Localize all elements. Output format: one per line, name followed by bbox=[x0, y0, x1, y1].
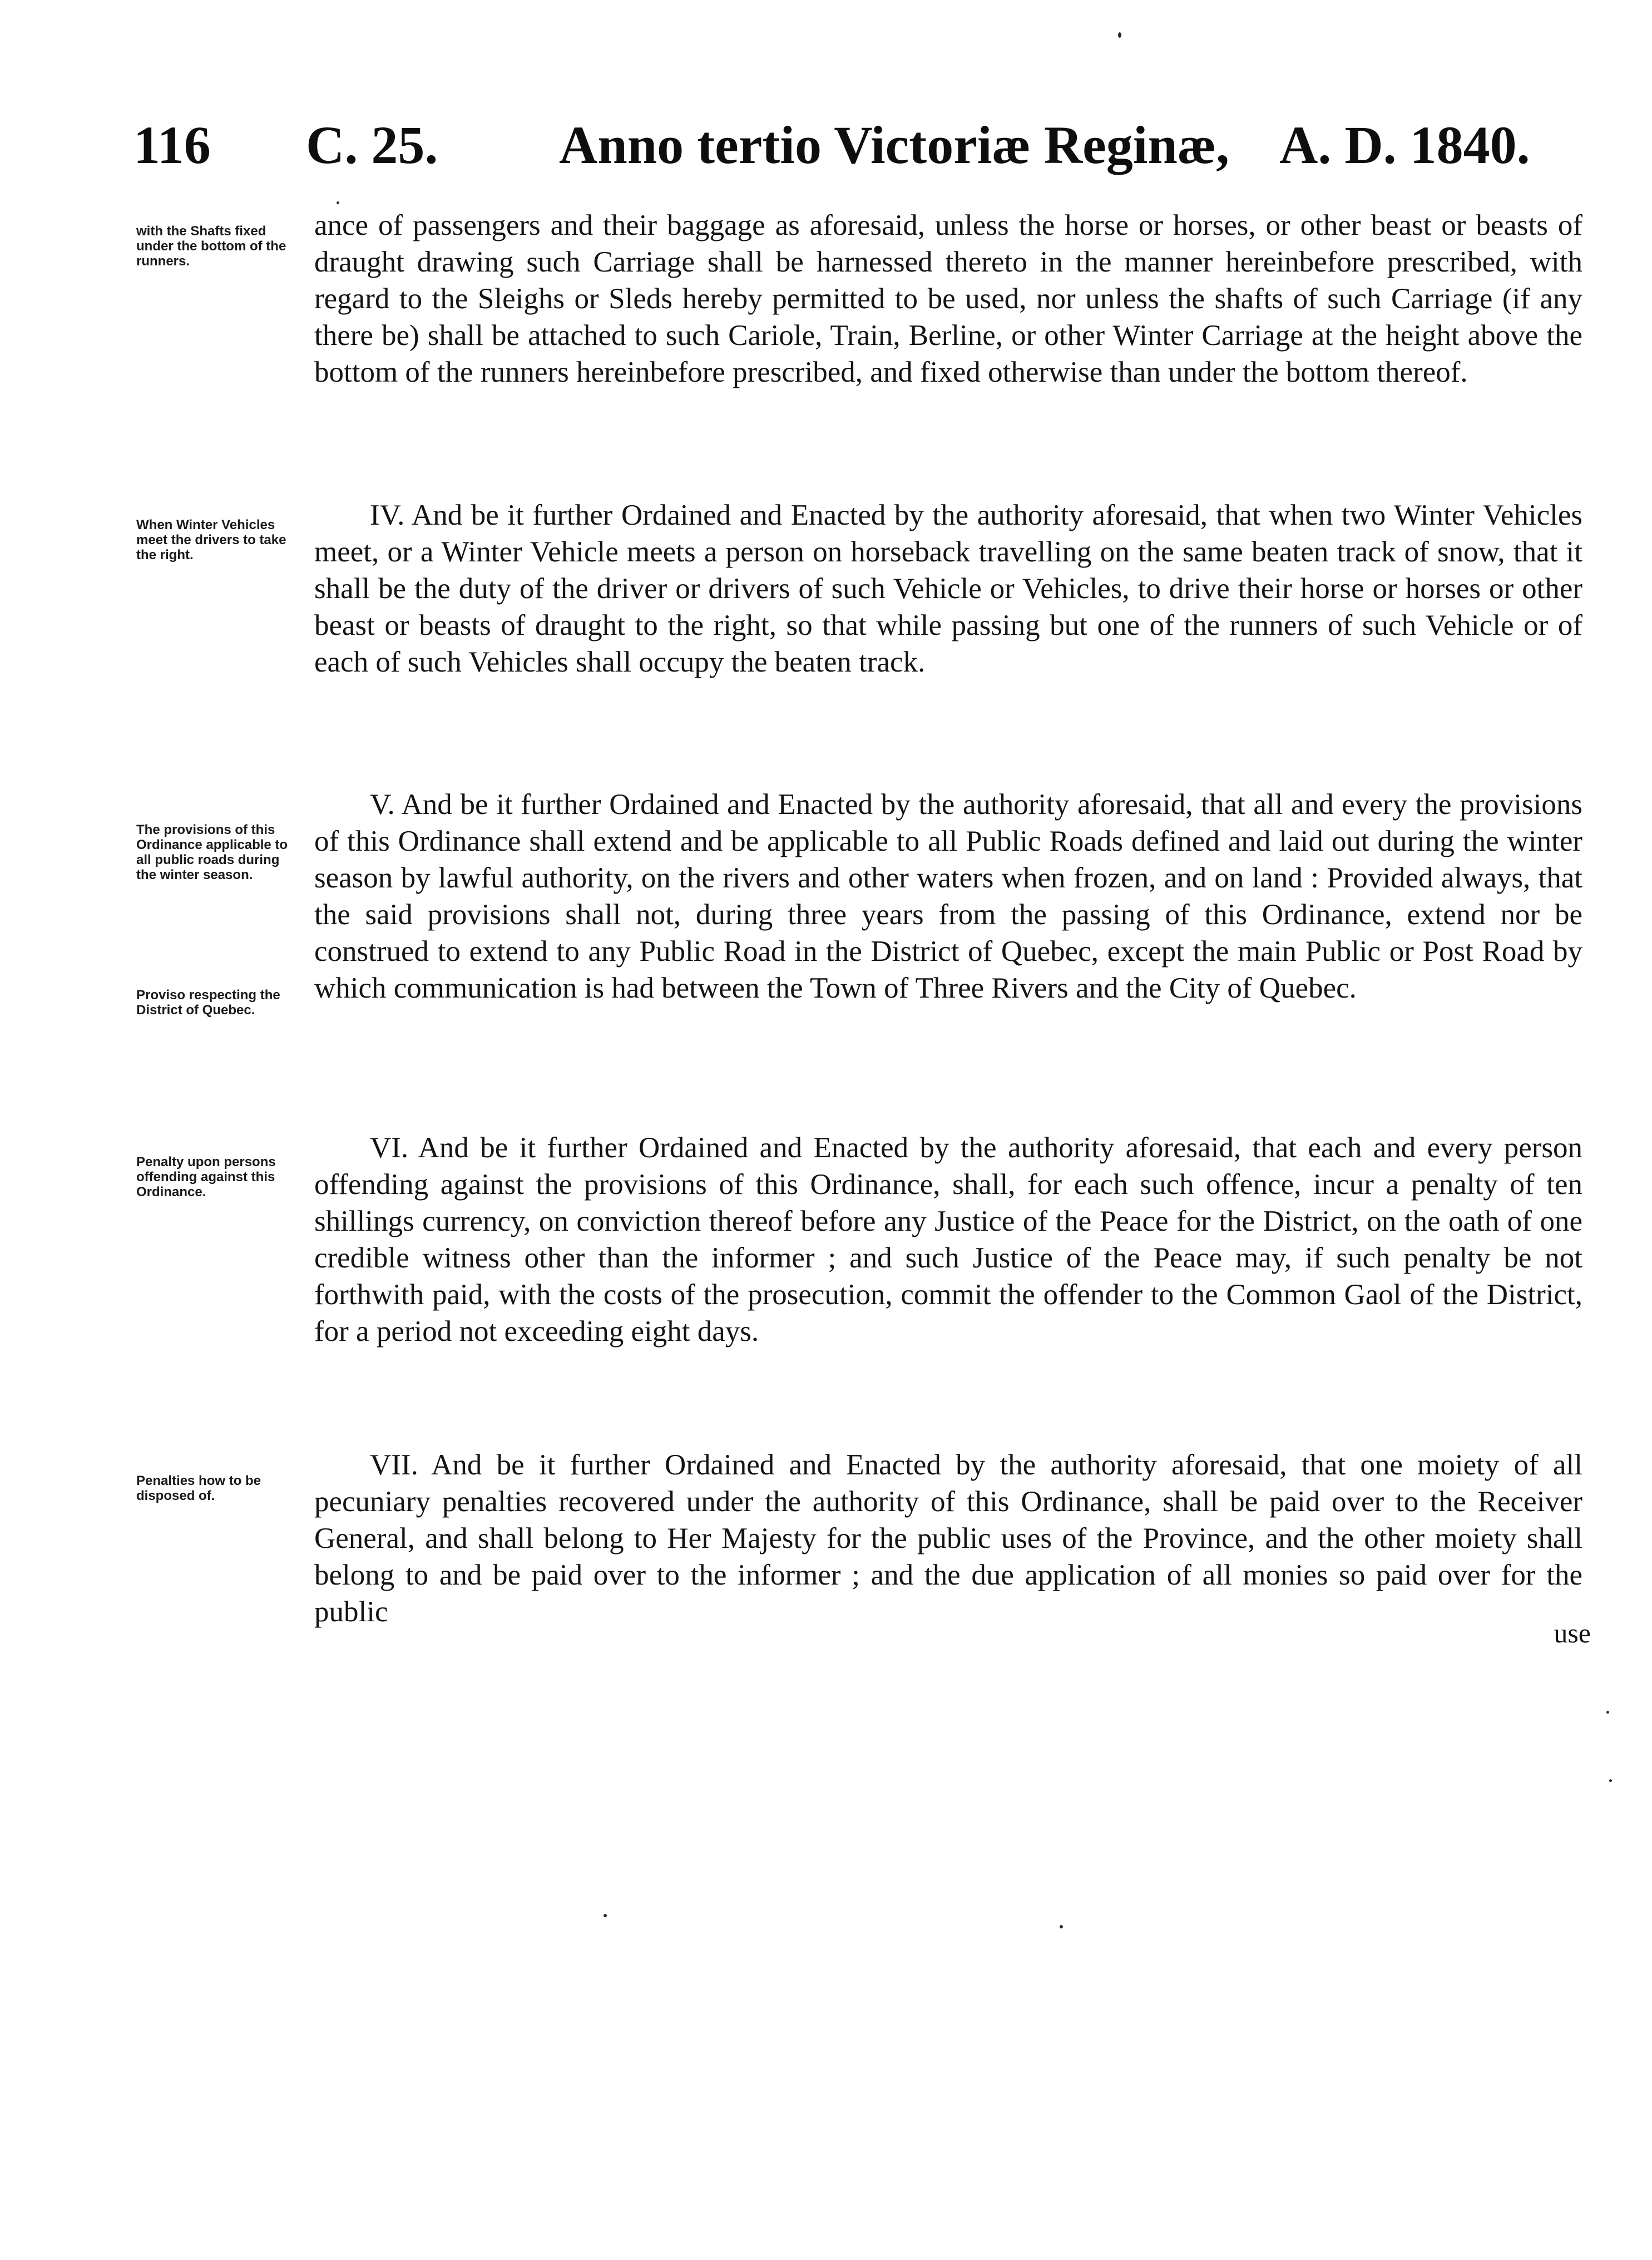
scan-speck bbox=[337, 201, 339, 204]
section-v: V. And be it further Ordained and Enacted by the authority aforesaid, that all and every the provisions of this Ordinance shall extend and be applicable to all Public Roads defined and laid out during the winter season by lawful authority, on the rivers and other waters when frozen, and on land : Provided always, that the said provisions shall not, during three years from the passing of this Ordinance, extend nor be construed to extend to any Public Road in the District of Quebec, except the main Public or Post Road by which communication is had between the Town of Three Rivers and the City of Quebec. bbox=[314, 788, 1582, 1004]
margin-note-penalties-disposal: Penalties how to be disposed of. bbox=[136, 1473, 261, 1503]
chapter-number: C. 25. bbox=[306, 115, 438, 175]
section-vii: VII. And be it further Ordained and Enacted by the authority aforesaid, that one moiety of all pecuniary penalties recovered under the authority of this Ordinance, shall be paid over to the Receiver General, and shall belong to Her Majesty for the public uses of the Province, and the other moiety shall belong to and be paid over to the informer ; and the due application of all monies so paid over for the public bbox=[314, 1449, 1582, 1628]
scan-speck bbox=[604, 1914, 607, 1917]
margin-note-proviso: Proviso respecting the District of Quebec. bbox=[136, 988, 280, 1018]
section-iv: IV. And be it further Ordained and Enacted by the authority aforesaid, that when two Winter Vehicles meet, or a Winter Vehicle meets a person on horseback travelling on the same beaten track of snow, that it shall be the duty of the driver or drivers of such Vehicle or Vehicles, to drive their horse or horses or other beast or beasts of draught to the right, so that while passing but one of the runners of such Vehicle or of each of such Vehicles shall occupy the beaten track. bbox=[314, 499, 1582, 678]
paragraph-continuation: ance of passengers and their baggage as aforesaid, unless the horse or horses, or other beast or beasts of draught drawing such Carriage shall be harnessed thereto in the manner hereinbefore prescribed, with regard to the Sleighs or Sleds hereby permitted to be used, nor unless the shafts of such Carriage (if any there be) shall be attached to such Cariole, Train, Berline, or other Winter Carriage at the height above the bottom of the runners hereinbefore prescribed, and fixed otherwise than under the bottom thereof. bbox=[314, 209, 1582, 388]
margin-note-penalty: Penalty upon persons offending against this Ordinance. bbox=[136, 1154, 276, 1200]
header-title: Anno tertio Victoriæ Reginæ, bbox=[559, 115, 1230, 175]
catchword: use bbox=[1554, 1617, 1591, 1649]
margin-note-shafts: with the Shafts fixed under the bottom of the runners. bbox=[136, 224, 286, 269]
scan-speck bbox=[1060, 1925, 1063, 1928]
scan-speck bbox=[1606, 1711, 1609, 1714]
margin-note-winter-vehicles: When Winter Vehicles meet the drivers to take the right. bbox=[136, 517, 286, 562]
margin-note-provisions: The provisions of this Ordinance applicable to all public roads during the winter season. bbox=[136, 822, 288, 882]
section-vi: VI. And be it further Ordained and Enacted by the authority aforesaid, that each and every person offending against the provisions of this Ordinance, shall, for each such offence, incur a penalty of ten shillings currency, on conviction thereof before any Justice of the Peace for the District, on the oath of one credible witness other than the informer ; and such Justice of the Peace may, if such penalty be not forthwith paid, with the costs of the prosecution, commit the offender to the Common Gaol of the District, for a period not exceeding eight days. bbox=[314, 1132, 1582, 1348]
page-number: 116 bbox=[133, 115, 211, 175]
scan-speck bbox=[1609, 1779, 1612, 1782]
scan-speck bbox=[1118, 32, 1121, 38]
header-year: A. D. 1840. bbox=[1279, 115, 1530, 175]
running-header bbox=[133, 109, 1569, 181]
